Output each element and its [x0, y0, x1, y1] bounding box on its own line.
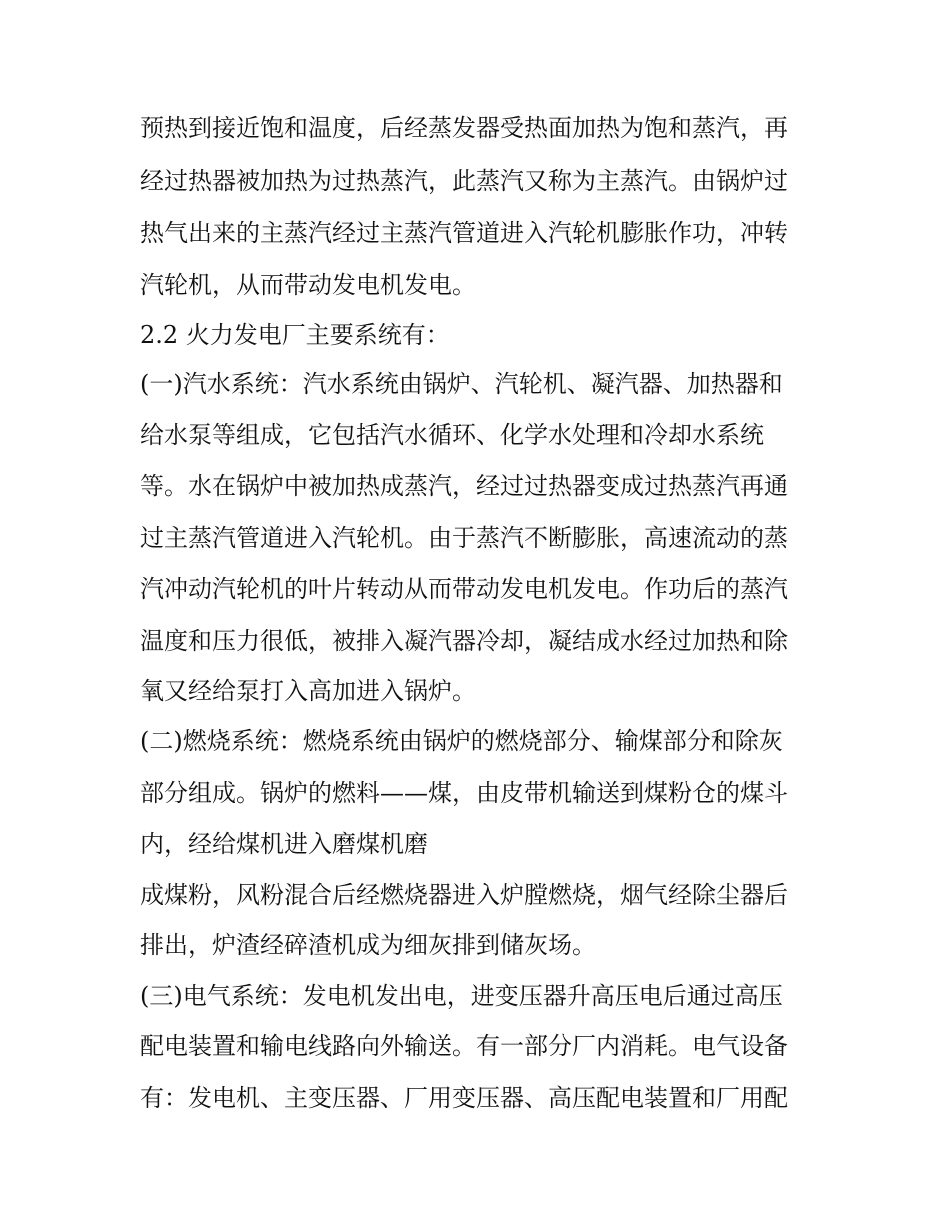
text-line: 氧又经给泵打入高加进入锅炉。: [140, 677, 476, 705]
text-line: (一)汽水系统：汽水系统由锅炉、汽轮机、凝汽器、加热器和: [140, 370, 783, 398]
text-line: 配电装置和输电线路向外输送。有一部分厂内消耗。电气设备: [140, 1032, 788, 1060]
text-line: 给水泵等组成，它包括汽水循环、化学水处理和冷却水系统: [140, 421, 764, 449]
text-line: (二)燃烧系统：燃烧系统由锅炉的燃烧部分、输煤部分和除灰: [140, 727, 783, 755]
text-line: 有：发电机、主变压器、厂用变压器、高压配电装置和厂用配: [140, 1084, 788, 1112]
text-line: 汽轮机，从而带动发电机发电。: [140, 271, 476, 299]
text-line: 内，经给煤机进入磨煤机磨: [140, 830, 428, 858]
text-line: 过主蒸汽管道进入汽轮机。由于蒸汽不断膨胀，高速流动的蒸: [140, 524, 788, 552]
text-line: 汽冲动汽轮机的叶片转动从而带动发电机发电。作功后的蒸汽: [140, 575, 788, 603]
section-heading: 2.2 火力发电厂主要系统有：: [140, 321, 450, 349]
text-line: 成煤粉，风粉混合后经燃烧器进入炉膛燃烧，烟气经除尘器后: [140, 881, 788, 909]
text-line: 温度和压力很低，被排入凝汽器冷却，凝结成水经过加热和除: [140, 627, 788, 655]
text-line: 预热到接近饱和温度，后经蒸发器受热面加热为饱和蒸汽，再: [140, 114, 788, 142]
text-line: 经过热器被加热为过热蒸汽，此蒸汽又称为主蒸汽。由锅炉过: [140, 167, 788, 195]
text-line: 部分组成。锅炉的燃料——煤，由皮带机输送到煤粉仓的煤斗: [140, 779, 788, 807]
text-line: (三)电气系统：发电机发出电，进变压器升高压电后通过高压: [140, 982, 783, 1010]
text-line: 排出，炉渣经碎渣机成为细灰排到储灰场。: [140, 931, 596, 959]
text-line: 热气出来的主蒸汽经过主蒸汽管道进入汽轮机膨胀作功，冲转: [140, 219, 788, 247]
text-line: 等。水在锅炉中被加热成蒸汽，经过过热器变成过热蒸汽再通: [140, 472, 788, 500]
